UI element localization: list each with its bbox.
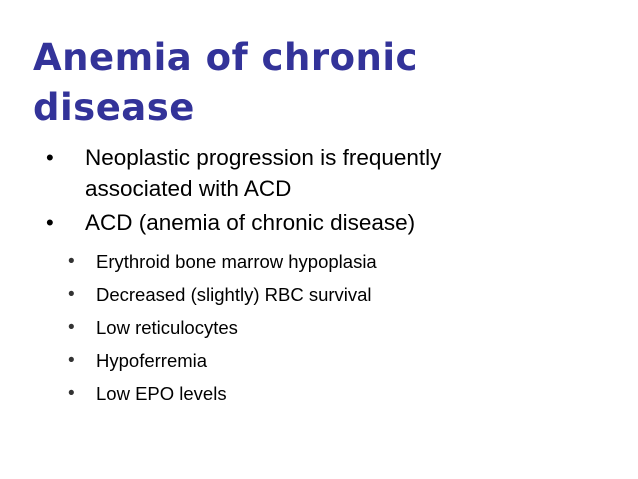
bullet-text: ACD (anemia of chronic disease) bbox=[85, 210, 416, 235]
sub-bullet-dot-icon: • bbox=[68, 350, 75, 371]
sub-bullet-item bbox=[68, 278, 603, 311]
title-line-2: disease bbox=[33, 86, 195, 129]
bullet-dot-icon: • bbox=[46, 145, 54, 170]
bullet-item-1 bbox=[43, 142, 603, 204]
sub-bullet-text: Hypoferremia bbox=[96, 350, 208, 371]
sub-bullet-dot-icon: • bbox=[68, 284, 75, 305]
sub-bullet-item bbox=[68, 245, 603, 278]
slide-title bbox=[33, 33, 593, 133]
bullet-text-line-1: Neoplastic progression is frequently bbox=[85, 145, 442, 170]
bullet-text-line-2: associated with ACD bbox=[85, 176, 292, 201]
sub-bullet-dot-icon: • bbox=[68, 383, 75, 404]
sub-bullet-item bbox=[68, 344, 603, 377]
sub-bullet-list bbox=[68, 245, 603, 410]
bullet-item-2 bbox=[43, 207, 603, 410]
bullet-dot-icon: • bbox=[46, 210, 54, 235]
sub-bullet-dot-icon: • bbox=[68, 317, 75, 338]
title-line-1: Anemia of chronic bbox=[33, 36, 418, 79]
bullet-list bbox=[43, 142, 603, 413]
sub-bullet-text: Low EPO levels bbox=[96, 383, 227, 404]
sub-bullet-item bbox=[68, 311, 603, 344]
sub-bullet-text: Erythroid bone marrow hypoplasia bbox=[96, 251, 377, 272]
sub-bullet-text: Decreased (slightly) RBC survival bbox=[96, 284, 372, 305]
sub-bullet-text: Low reticulocytes bbox=[96, 317, 238, 338]
sub-bullet-item bbox=[68, 377, 603, 410]
sub-bullet-dot-icon: • bbox=[68, 251, 75, 272]
